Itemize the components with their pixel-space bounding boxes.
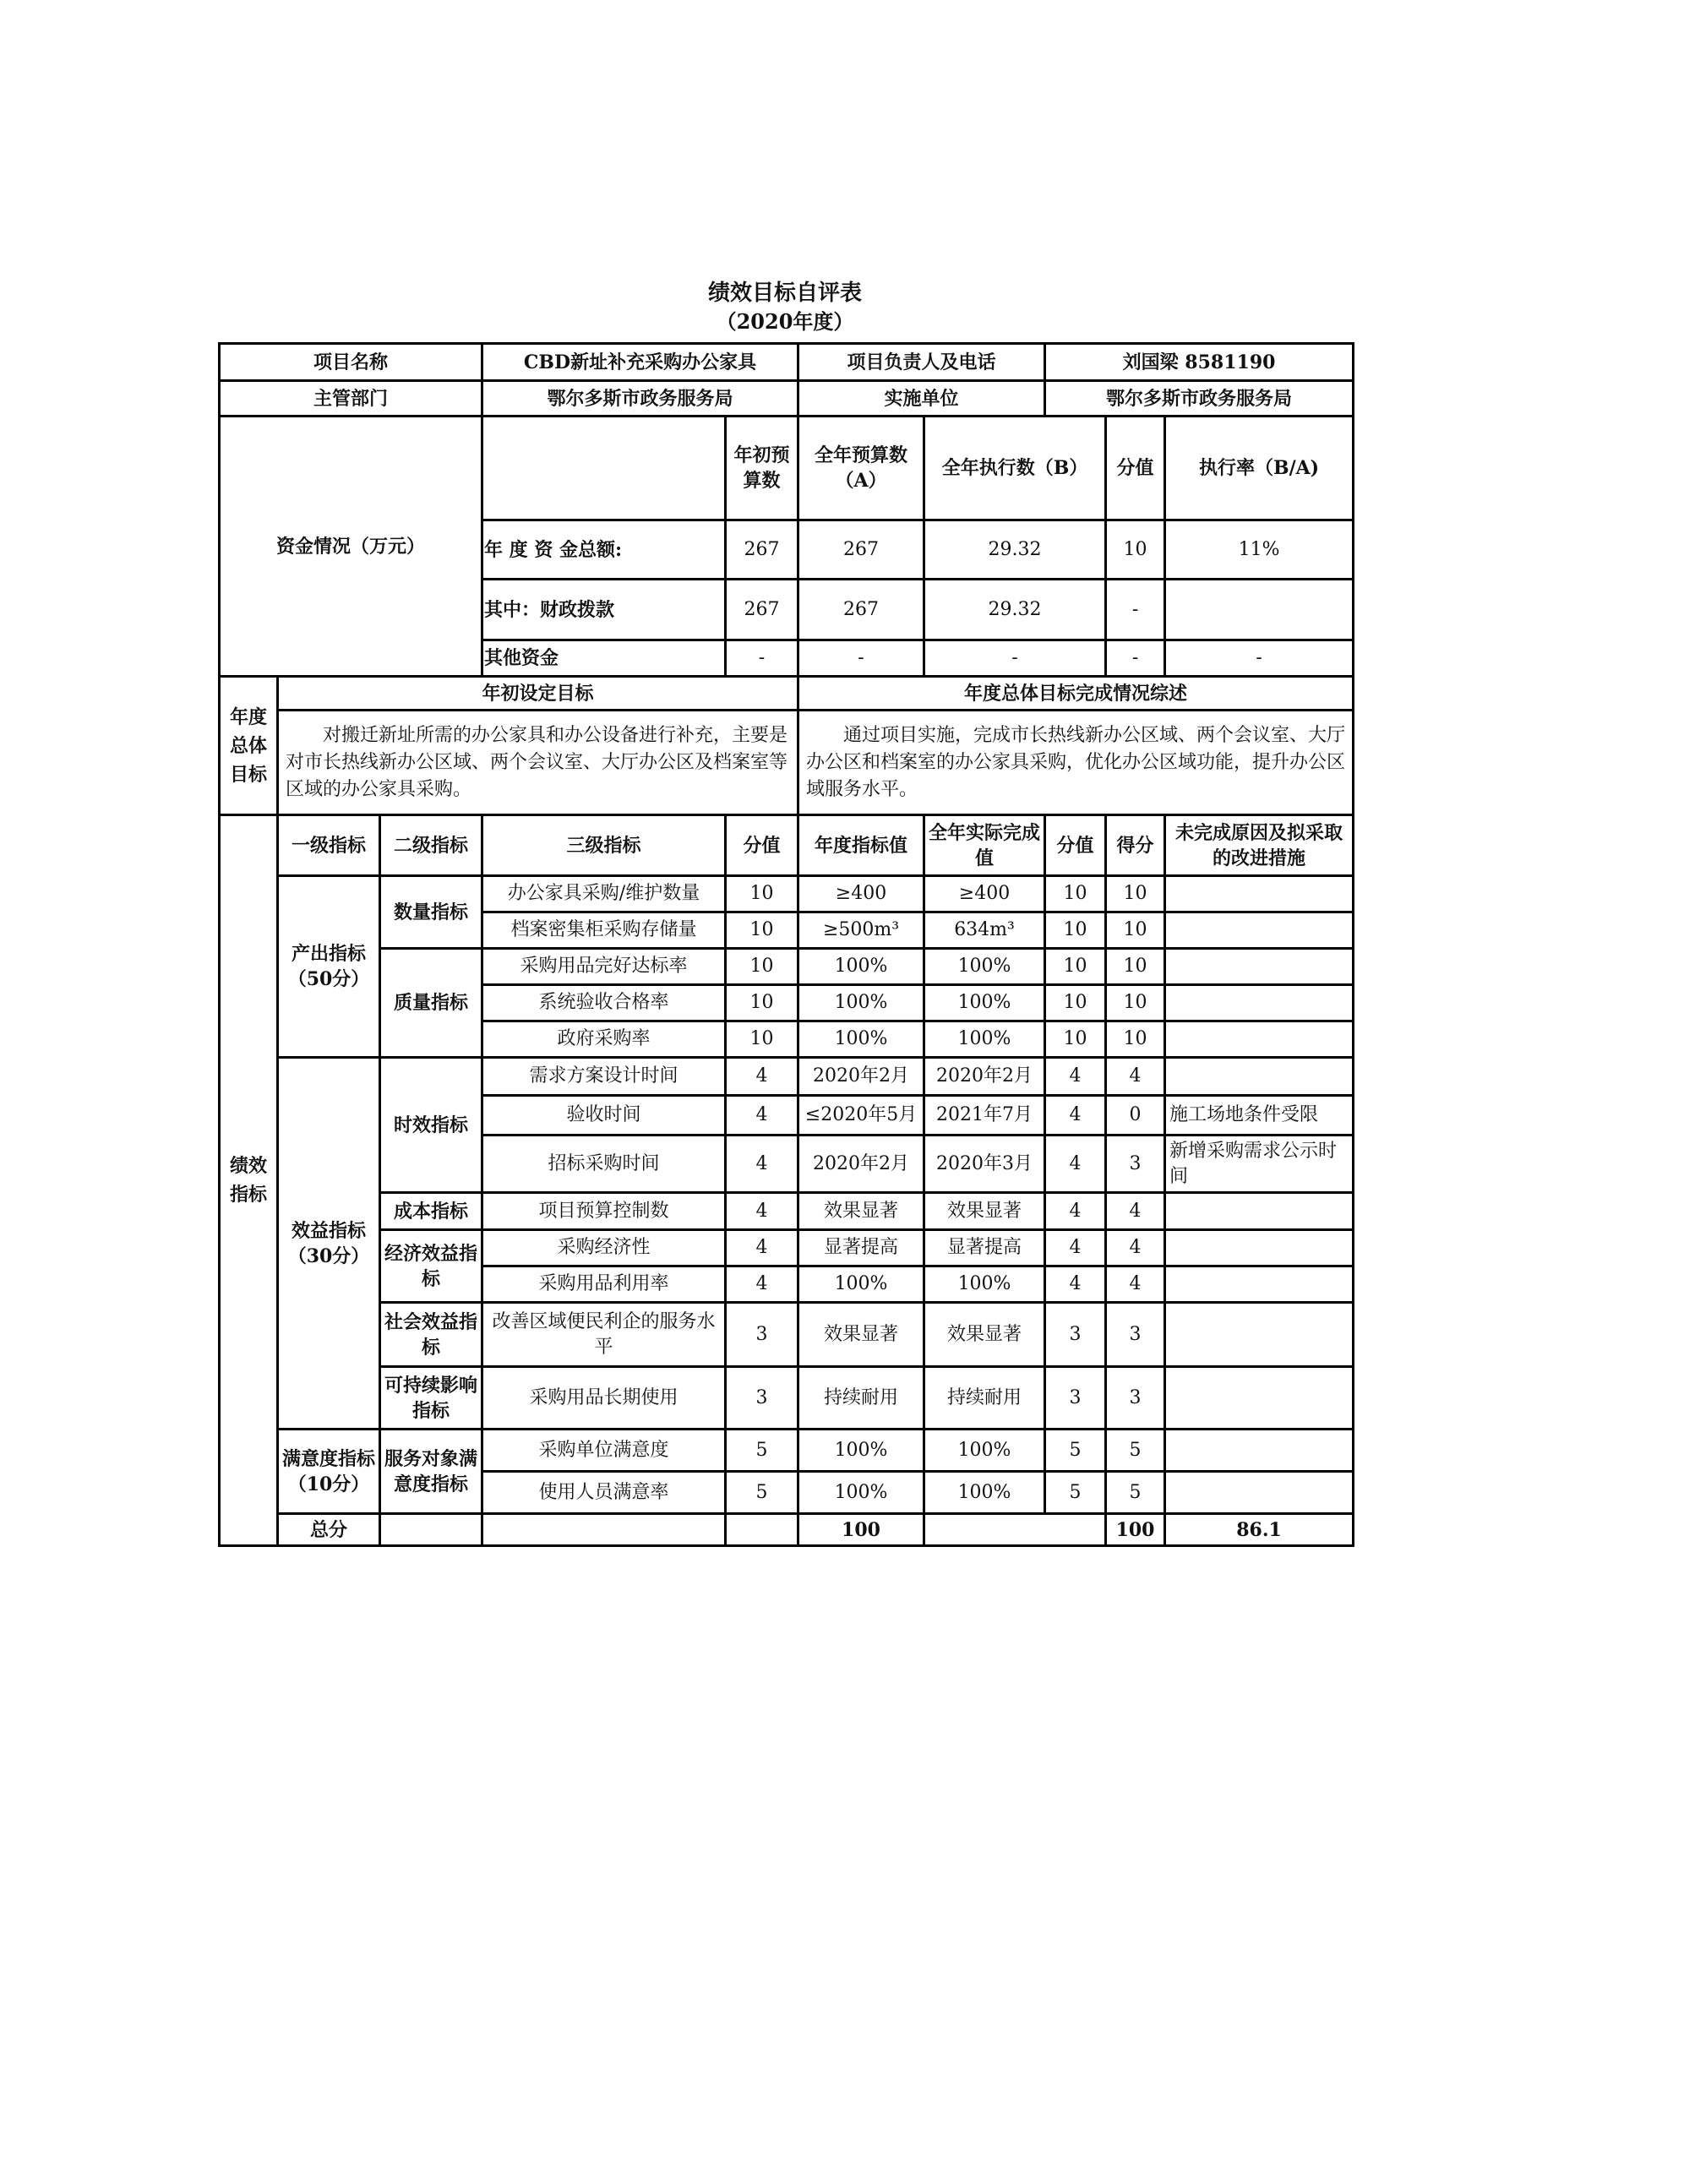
indicator-score: 3 — [726, 1367, 798, 1430]
funds-header-score-weight: 分值 — [1106, 417, 1165, 520]
indicator-score: 10 — [726, 1021, 798, 1058]
indicator-name: 项目预算控制数 — [482, 1193, 726, 1230]
indicator-reason — [1165, 1303, 1354, 1367]
indicator-got: 10 — [1106, 912, 1165, 949]
indicator-score: 10 — [726, 985, 798, 1021]
goals-header-row — [220, 677, 1354, 711]
funds-header-row — [220, 417, 1354, 520]
indicator-target: 效果显著 — [798, 1303, 924, 1367]
indicator-target: 效果显著 — [798, 1193, 924, 1230]
self-evaluation-table — [218, 342, 1354, 1547]
indicator-reason — [1165, 949, 1354, 985]
indicator-reason — [1165, 1193, 1354, 1230]
indicator-score2: 4 — [1045, 1096, 1106, 1136]
indicators-header: 全年实际完成值 — [924, 815, 1045, 876]
indicators-header-row — [220, 815, 1354, 876]
indicator-score: 10 — [726, 912, 798, 949]
goals-set-header: 年初设定目标 — [278, 677, 798, 711]
indicator-got: 10 — [1106, 1021, 1165, 1058]
indicator-reason: 施工场地条件受限 — [1165, 1096, 1354, 1136]
indicator-target: 2020年2月 — [798, 1136, 924, 1193]
subgroup-economic: 经济效益指标 — [380, 1230, 482, 1303]
department-value: 鄂尔多斯市政务服务局 — [482, 381, 798, 417]
goals-text-row — [220, 711, 1354, 815]
indicators-header: 分值 — [1045, 815, 1106, 876]
indicator-score2: 5 — [1045, 1430, 1106, 1472]
total-row — [220, 1514, 1354, 1546]
funds-header-execution-rate: 执行率（B/A) — [1165, 417, 1354, 520]
indicator-got: 3 — [1106, 1367, 1165, 1430]
project-row — [220, 344, 1354, 381]
indicator-target: 显著提高 — [798, 1230, 924, 1266]
indicator-target: ≥500m³ — [798, 912, 924, 949]
annual-goals-label: 年度总体目标 — [220, 677, 278, 815]
indicators-header: 二级指标 — [380, 815, 482, 876]
group-satisfaction: 满意度指标（10分） — [278, 1430, 380, 1514]
indicator-got: 3 — [1106, 1136, 1165, 1193]
project-owner-label: 项目负责人及电话 — [798, 344, 1045, 381]
indicator-got: 10 — [1106, 985, 1165, 1021]
funds-label: 资金情况（万元） — [220, 417, 482, 677]
indicator-score2: 4 — [1045, 1266, 1106, 1303]
total-score2: 100 — [1106, 1514, 1165, 1546]
indicator-row — [220, 1230, 1354, 1266]
department-row — [220, 381, 1354, 417]
funds-cell: 29.32 — [924, 580, 1106, 640]
indicator-target: 100% — [798, 1472, 924, 1514]
indicator-got: 10 — [1106, 949, 1165, 985]
indicator-row — [220, 876, 1354, 912]
total-blank — [482, 1514, 726, 1546]
total-blank — [726, 1514, 798, 1546]
indicator-reason — [1165, 1021, 1354, 1058]
goals-done-header: 年度总体目标完成情况综述 — [798, 677, 1354, 711]
indicator-name: 采购用品利用率 — [482, 1266, 726, 1303]
indicator-score: 5 — [726, 1430, 798, 1472]
indicator-row — [220, 1430, 1354, 1472]
funds-blank-header — [482, 417, 726, 520]
project-owner-value: 刘国梁 8581190 — [1045, 344, 1354, 381]
funds-header-executed-b: 全年执行数（B） — [924, 417, 1106, 520]
indicator-got: 0 — [1106, 1096, 1165, 1136]
indicator-score2: 4 — [1045, 1058, 1106, 1096]
indicators-header: 年度指标值 — [798, 815, 924, 876]
funds-row-label: 其他资金 — [482, 640, 726, 677]
funds-header-budget-a: 全年预算数（A） — [798, 417, 924, 520]
performance-indicators-label: 绩效指标 — [220, 815, 278, 1546]
indicator-reason — [1165, 1472, 1354, 1514]
total-score: 100 — [798, 1514, 924, 1546]
indicator-target: 100% — [798, 1266, 924, 1303]
indicator-got: 4 — [1106, 1058, 1165, 1096]
indicator-score2: 10 — [1045, 1021, 1106, 1058]
funds-cell: - — [924, 640, 1106, 677]
indicator-name: 档案密集柜采购存储量 — [482, 912, 726, 949]
funds-cell: - — [798, 640, 924, 677]
indicator-reason — [1165, 985, 1354, 1021]
subgroup-cost: 成本指标 — [380, 1193, 482, 1230]
total-label: 总分 — [278, 1514, 380, 1546]
indicator-row — [220, 1193, 1354, 1230]
funds-cell: 267 — [726, 580, 798, 640]
indicator-actual: 100% — [924, 1430, 1045, 1472]
indicator-reason — [1165, 1266, 1354, 1303]
indicator-got: 5 — [1106, 1472, 1165, 1514]
indicator-reason — [1165, 1230, 1354, 1266]
indicator-got: 10 — [1106, 876, 1165, 912]
indicator-score: 4 — [726, 1266, 798, 1303]
group-output: 产出指标（50分） — [278, 876, 380, 1058]
indicator-name: 采购经济性 — [482, 1230, 726, 1266]
indicator-target: ≤2020年5月 — [798, 1096, 924, 1136]
indicator-score: 10 — [726, 949, 798, 985]
indicator-name: 政府采购率 — [482, 1021, 726, 1058]
indicator-score2: 10 — [1045, 949, 1106, 985]
goals-set-text: 对搬迁新址所需的办公家具和办公设备进行补充，主要是对市长热线新办公区域、两个会议室、大厅办公区及档案室等区域的办公家具采购。 — [278, 711, 798, 815]
funds-cell: - — [1106, 640, 1165, 677]
implementing-unit-label: 实施单位 — [798, 381, 1045, 417]
indicator-actual: ≥400 — [924, 876, 1045, 912]
indicator-got: 5 — [1106, 1430, 1165, 1472]
indicator-score2: 3 — [1045, 1367, 1106, 1430]
funds-cell: - — [1106, 580, 1165, 640]
indicator-target: 2020年2月 — [798, 1058, 924, 1096]
funds-cell: 267 — [726, 520, 798, 580]
subgroup-quality: 质量指标 — [380, 949, 482, 1058]
form-title: 绩效目标自评表 — [707, 280, 862, 306]
project-name-label: 项目名称 — [220, 344, 482, 381]
indicator-score: 4 — [726, 1193, 798, 1230]
indicators-header: 未完成原因及拟采取的改进措施 — [1165, 815, 1354, 876]
indicator-target: 100% — [798, 1021, 924, 1058]
indicator-row — [220, 1303, 1354, 1367]
indicator-score2: 10 — [1045, 876, 1106, 912]
indicator-reason — [1165, 912, 1354, 949]
indicator-name: 采购用品长期使用 — [482, 1367, 726, 1430]
indicator-actual: 2020年2月 — [924, 1058, 1045, 1096]
indicator-name: 采购单位满意度 — [482, 1430, 726, 1472]
funds-header-initial: 年初预算数 — [726, 417, 798, 520]
indicator-score2: 4 — [1045, 1193, 1106, 1230]
indicator-score: 4 — [726, 1136, 798, 1193]
subgroup-service: 服务对象满意度指标 — [380, 1430, 482, 1514]
indicators-header: 分值 — [726, 815, 798, 876]
indicator-reason — [1165, 1367, 1354, 1430]
indicator-score: 5 — [726, 1472, 798, 1514]
indicator-score: 4 — [726, 1058, 798, 1096]
indicator-name: 采购用品完好达标率 — [482, 949, 726, 985]
indicator-reason: 新增采购需求公示时间 — [1165, 1136, 1354, 1193]
funds-cell: 267 — [798, 580, 924, 640]
indicator-score2: 4 — [1045, 1136, 1106, 1193]
indicator-actual: 效果显著 — [924, 1303, 1045, 1367]
indicator-score: 3 — [726, 1303, 798, 1367]
indicator-target: 100% — [798, 949, 924, 985]
indicator-actual: 显著提高 — [924, 1230, 1045, 1266]
indicator-reason — [1165, 1058, 1354, 1096]
indicator-name: 使用人员满意率 — [482, 1472, 726, 1514]
funds-cell: 11% — [1165, 520, 1354, 580]
subgroup-quantity: 数量指标 — [380, 876, 482, 949]
indicator-target: 100% — [798, 1430, 924, 1472]
indicator-actual: 100% — [924, 985, 1045, 1021]
indicator-reason — [1165, 1430, 1354, 1472]
indicators-header: 得分 — [1106, 815, 1165, 876]
total-got: 86.1 — [1165, 1514, 1354, 1546]
total-blank — [380, 1514, 482, 1546]
form-subtitle: （2020年度） — [716, 309, 854, 334]
indicator-name: 改善区域便民利企的服务水平 — [482, 1303, 726, 1367]
indicator-row — [220, 949, 1354, 985]
indicator-actual: 100% — [924, 1021, 1045, 1058]
implementing-unit-value: 鄂尔多斯市政务服务局 — [1045, 381, 1354, 417]
indicator-name: 验收时间 — [482, 1096, 726, 1136]
funds-cell: 10 — [1106, 520, 1165, 580]
funds-row-label: 年 度 资 金总额: — [482, 520, 726, 580]
funds-cell: - — [1165, 640, 1354, 677]
indicator-got: 4 — [1106, 1193, 1165, 1230]
funds-row-label: 其中：财政拨款 — [482, 580, 726, 640]
indicator-score: 10 — [726, 876, 798, 912]
indicator-actual: 634m³ — [924, 912, 1045, 949]
subgroup-sustainable: 可持续影响指标 — [380, 1367, 482, 1430]
indicator-name: 招标采购时间 — [482, 1136, 726, 1193]
subgroup-timeliness: 时效指标 — [380, 1058, 482, 1193]
indicator-score2: 10 — [1045, 985, 1106, 1021]
department-label: 主管部门 — [220, 381, 482, 417]
subgroup-social: 社会效益指标 — [380, 1303, 482, 1367]
total-blank — [924, 1514, 1106, 1546]
indicator-score2: 5 — [1045, 1472, 1106, 1514]
goals-done-text: 通过项目实施，完成市长热线新办公区域、两个会议室、大厅办公区和档案室的办公家具采购，优化办公区域功能，提升办公区域服务水平。 — [798, 711, 1354, 815]
indicator-name: 需求方案设计时间 — [482, 1058, 726, 1096]
indicator-row — [220, 1058, 1354, 1096]
indicator-actual: 100% — [924, 1266, 1045, 1303]
indicator-actual: 2020年3月 — [924, 1136, 1045, 1193]
funds-cell: - — [726, 640, 798, 677]
indicator-score: 4 — [726, 1096, 798, 1136]
indicator-score2: 10 — [1045, 912, 1106, 949]
project-name-value: CBD新址补充采购办公家具 — [482, 344, 798, 381]
indicator-actual: 持续耐用 — [924, 1367, 1045, 1430]
indicators-header: 一级指标 — [278, 815, 380, 876]
funds-cell — [1165, 580, 1354, 640]
indicator-actual: 100% — [924, 949, 1045, 985]
indicator-actual: 2021年7月 — [924, 1096, 1045, 1136]
indicator-reason — [1165, 876, 1354, 912]
indicator-name: 办公家具采购/维护数量 — [482, 876, 726, 912]
indicator-target: ≥400 — [798, 876, 924, 912]
indicator-got: 4 — [1106, 1266, 1165, 1303]
indicator-score2: 4 — [1045, 1230, 1106, 1266]
indicator-target: 100% — [798, 985, 924, 1021]
indicator-got: 3 — [1106, 1303, 1165, 1367]
indicator-score: 4 — [726, 1230, 798, 1266]
indicator-target: 持续耐用 — [798, 1367, 924, 1430]
indicator-score2: 3 — [1045, 1303, 1106, 1367]
funds-cell: 29.32 — [924, 520, 1106, 580]
indicator-actual: 效果显著 — [924, 1193, 1045, 1230]
indicators-header: 三级指标 — [482, 815, 726, 876]
indicator-actual: 100% — [924, 1472, 1045, 1514]
group-benefit: 效益指标（30分） — [278, 1058, 380, 1430]
indicator-name: 系统验收合格率 — [482, 985, 726, 1021]
indicator-got: 4 — [1106, 1230, 1165, 1266]
funds-cell: 267 — [798, 520, 924, 580]
indicator-row — [220, 1367, 1354, 1430]
